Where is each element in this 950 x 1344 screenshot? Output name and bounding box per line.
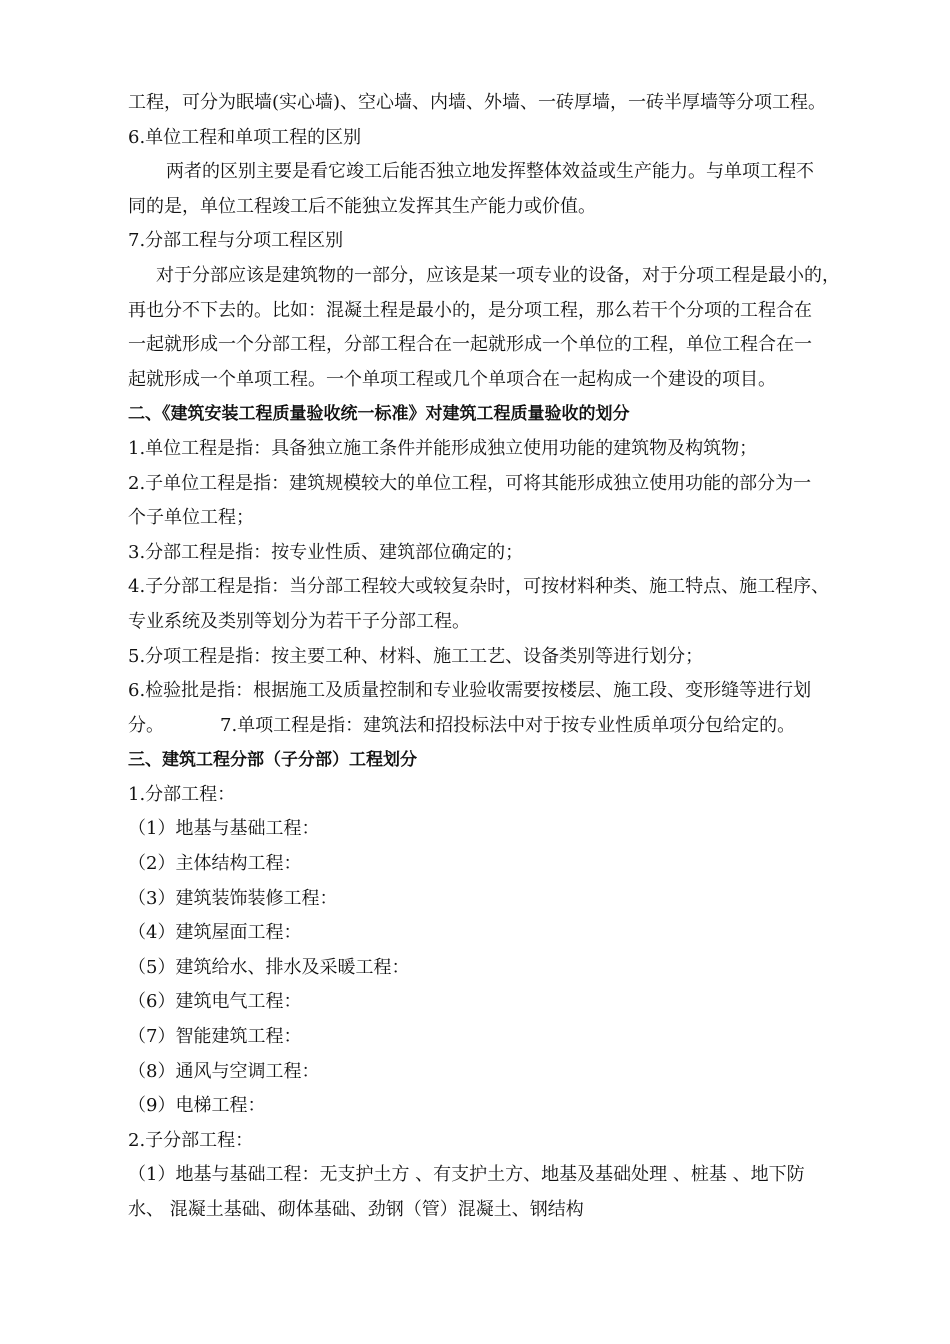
list-item: 6.检验批是指：根据施工及质量控制和专业验收需要按楼层、施工段、变形缝等进行划: [128, 680, 812, 702]
paragraph-line: 一起就形成一个分部工程，分部工程合在一起就形成一个单位的工程，单位工程合在一: [128, 334, 812, 356]
list-item: 3.分部工程是指：按专业性质、建筑部位确定的；: [128, 541, 524, 563]
list-item: 4.子分部工程是指：当分部工程较大或较复杂时，可按材料种类、施工特点、施工程序、: [128, 576, 830, 598]
list-item: （4）建筑屋面工程：: [128, 922, 302, 944]
list-item: （7）智能建筑工程：: [128, 1026, 302, 1048]
subheading-7: 7.分部工程与分项工程区别: [128, 230, 344, 252]
list-item: （9）电梯工程：: [128, 1095, 266, 1117]
list-item-continuation: [128, 709, 888, 744]
document-page: [128, 86, 888, 1228]
paragraph-line: 同的是，单位工程竣工后不能独立发挥其生产能力或价值。: [128, 195, 596, 217]
list-item-tail: 分。: [128, 714, 164, 736]
list-item: （3）建筑装饰装修工程：: [128, 887, 338, 909]
list-item: （6）建筑电气工程：: [128, 991, 302, 1013]
list-item-continuation: 水、 混凝土基础、砌体基础、劲钢（管）混凝土、钢结构: [128, 1199, 584, 1220]
list-item: （2）主体结构工程：: [128, 853, 302, 875]
paragraph-line: 两者的区别主要是看它竣工后能否独立地发挥整体效益或生产能力。与单项工程不: [166, 161, 814, 183]
paragraph-line: 工程，可分为眠墙(实心墙)、空心墙、内墙、外墙、一砖厚墙，一砖半厚墙等分项工程。: [128, 92, 827, 113]
list-item: （8）通风与空调工程：: [128, 1060, 320, 1082]
list-item: （1）地基与基础工程：无支护土方 、有支护土方、地基及基础处理 、桩基 、地下防: [128, 1164, 805, 1186]
list-item: 7.单项工程是指：建筑法和招投标法中对于按专业性质单项分包给定的。: [220, 714, 796, 736]
list-item: （5）建筑给水、排水及采暖工程：: [128, 956, 410, 978]
list-item: 1.单位工程是指：具备独立施工条件并能形成独立使用功能的建筑物及构筑物；: [128, 437, 758, 459]
paragraph-line: 起就形成一个单项工程。一个单项工程或几个单项合在一起构成一个建设的项目。: [128, 368, 776, 390]
section-heading-3: 三、建筑工程分部（子分部）工程划分: [128, 750, 417, 771]
list-item-continuation: 专业系统及类别等划分为若干子分部工程。: [128, 610, 470, 632]
list-heading: 1.分部工程：: [128, 783, 236, 805]
list-item: 2.子单位工程是指：建筑规模较大的单位工程，可将其能形成独立使用功能的部分为一: [128, 472, 812, 494]
paragraph-line: 再也分不下去的。比如：混凝土程是最小的，是分项工程，那么若干个分项的工程合在: [128, 299, 812, 321]
list-heading: 2.子分部工程：: [128, 1129, 254, 1151]
section-heading-2: 二、《建筑安装工程质量验收统一标准》对建筑工程质量验收的划分: [128, 404, 630, 425]
subheading-6: 6.单位工程和单项工程的区别: [128, 126, 362, 148]
list-item-continuation: 个子单位工程；: [128, 507, 254, 529]
list-item: （1）地基与基础工程：: [128, 818, 320, 840]
paragraph-line: 对于分部应该是建筑物的一部分，应该是某一项专业的设备，对于分项工程是最小的，: [156, 264, 840, 286]
list-item: 5.分项工程是指：按主要工种、材料、施工工艺、设备类别等进行划分；: [128, 645, 704, 667]
